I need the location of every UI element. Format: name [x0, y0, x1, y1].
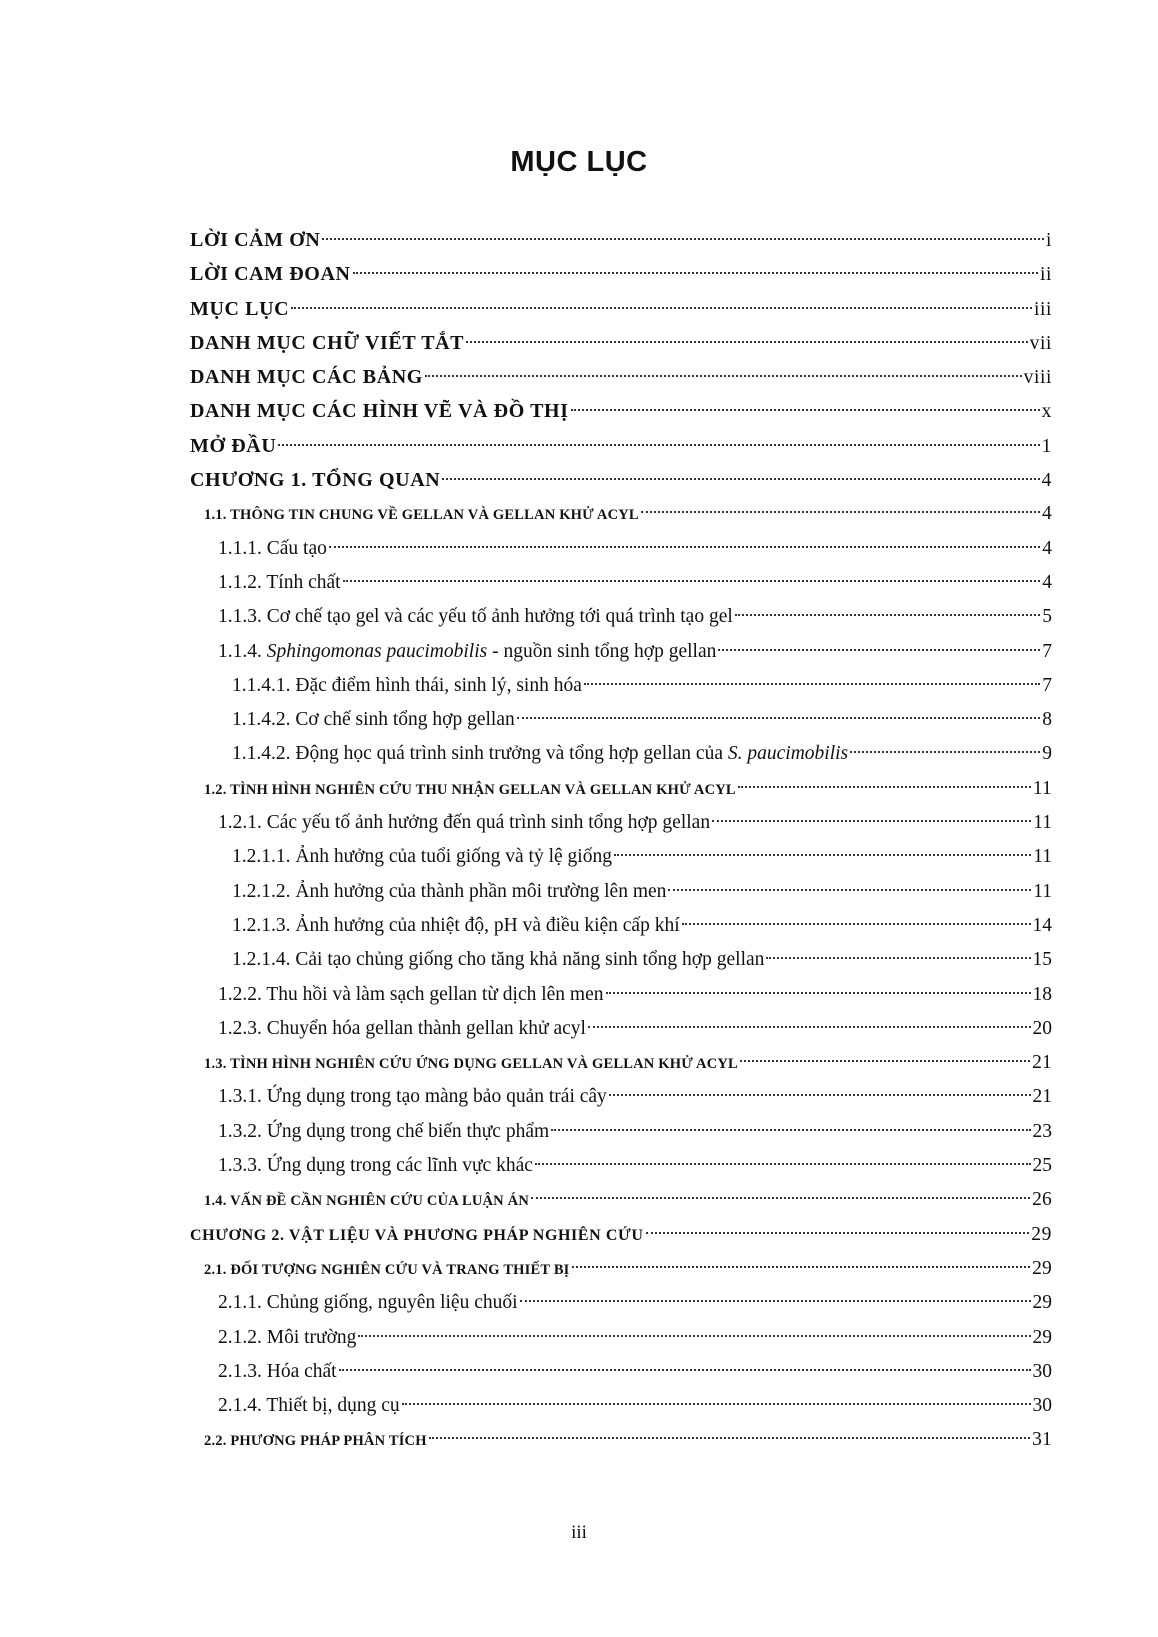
toc-entry-label: 2.1.4. Thiết bị, dụng cụ — [218, 1395, 400, 1417]
toc-entry-label: 1.2.2. Thu hồi và làm sạch gellan từ dịch lên men — [218, 983, 604, 1005]
toc-entry-label: DANH MỤC CÁC HÌNH VẼ VÀ ĐỒ THỊ — [190, 400, 569, 423]
toc-entry-label: 1.1.4.1. Đặc điểm hình thái, sinh lý, sinh hóa — [232, 674, 582, 696]
toc-entry[interactable] — [190, 360, 1052, 394]
toc-entry-label: 1.3. TÌNH HÌNH NGHIÊN CỨU ỨNG DỤNG GELLAN VÀ GELLAN KHỬ ACYL — [204, 1056, 738, 1073]
toc-entry[interactable] — [190, 394, 1052, 428]
toc-entry-label: 1.3.2. Ứng dụng trong chế biến thực phẩm — [218, 1120, 550, 1142]
toc-entry-page: 23 — [1032, 1120, 1052, 1142]
toc-entry[interactable] — [190, 566, 1052, 600]
dot-leader — [740, 1060, 1030, 1062]
dot-leader — [614, 854, 1031, 856]
toc-entry[interactable] — [190, 909, 1052, 943]
dot-leader — [718, 649, 1040, 651]
toc-entry-page: 15 — [1032, 949, 1052, 971]
dot-leader — [329, 546, 1040, 548]
toc-entry[interactable] — [190, 1183, 1052, 1217]
dot-leader — [322, 238, 1044, 240]
toc-entry-page: 29 — [1032, 1292, 1052, 1314]
toc-entry[interactable] — [190, 1355, 1052, 1389]
dot-leader — [735, 614, 1040, 616]
dot-leader — [551, 1129, 1030, 1131]
dot-leader — [572, 1266, 1031, 1268]
toc-entry[interactable] — [190, 1252, 1052, 1286]
page-number: iii — [571, 1522, 587, 1543]
toc-entry-label: 2.1.1. Chủng giống, nguyên liệu chuối — [218, 1292, 518, 1314]
dot-leader — [609, 1094, 1031, 1096]
toc-entry-label: 1.2.1.4. Cải tạo chủng giống cho tăng khả năng sinh tổng hợp gellan — [232, 949, 765, 971]
toc-entry-label: 1.2.1. Các yếu tố ảnh hưởng đến quá trình sinh tổng hợp gellan — [218, 812, 711, 834]
dot-leader — [588, 1026, 1031, 1028]
toc-entry-page: 5 — [1042, 606, 1052, 628]
toc-entry-label-prefix: 1.1.4.2. Động học quá trình sinh trưởng và tổng hợp gellan của — [232, 743, 728, 765]
toc-entry[interactable] — [190, 1286, 1052, 1320]
toc-entry-page: 25 — [1032, 1155, 1052, 1177]
dot-leader — [402, 1403, 1031, 1405]
toc-entry-label: 1.2. TÌNH HÌNH NGHIÊN CỨU THU NHẬN GELLAN VÀ GELLAN KHỬ ACYL — [204, 781, 736, 798]
toc-entry-page: 14 — [1032, 914, 1052, 936]
toc-entry-page: viii — [1023, 367, 1052, 389]
toc-entry[interactable] — [190, 635, 1052, 669]
toc-entry-label: 1.3.3. Ứng dụng trong các lĩnh vực khác — [218, 1155, 533, 1177]
toc-entry-label: MỞ ĐẦU — [190, 434, 277, 457]
toc-entry[interactable] — [190, 1046, 1052, 1080]
toc-entry-page: 11 — [1033, 812, 1052, 834]
toc-entry-page: i — [1045, 230, 1052, 251]
dot-leader — [353, 272, 1038, 274]
toc-entry[interactable] — [190, 978, 1052, 1012]
toc-entry-page: 9 — [1042, 743, 1052, 765]
dot-leader — [535, 1163, 1031, 1165]
toc-entry[interactable] — [190, 497, 1052, 531]
toc-entry-label: 2.1.3. Hóa chất — [218, 1360, 337, 1382]
toc-entry-label: 2.1.2. Môi trường — [218, 1326, 357, 1348]
toc-entry-page: 4 — [1042, 571, 1052, 593]
toc-entry-page: 30 — [1032, 1360, 1052, 1382]
toc-entry[interactable] — [190, 532, 1052, 566]
toc-entry-label: 1.1.1. Cấu tạo — [218, 537, 327, 559]
toc-entry-label: 2.1. ĐỐI TƯỢNG NGHIÊN CỨU VÀ TRANG THIẾT BỊ — [204, 1261, 570, 1278]
toc-entry-label: CHƯƠNG 1. TỔNG QUAN — [190, 469, 441, 492]
toc-entry[interactable] — [190, 1149, 1052, 1183]
toc-entry[interactable] — [190, 840, 1052, 874]
toc-entry-page: 18 — [1032, 983, 1052, 1005]
toc-entry-page: 4 — [1041, 470, 1052, 492]
toc-entry-page: 31 — [1032, 1429, 1052, 1451]
toc-entry-page: 29 — [1032, 1257, 1052, 1279]
toc-entry-page: 29 — [1032, 1326, 1052, 1348]
toc-entry-label: 1.2.1.3. Ảnh hưởng của nhiệt độ, pH và điều kiện cấp khí — [232, 914, 680, 936]
toc-entry-page: vii — [1029, 332, 1052, 354]
dot-leader — [442, 478, 1039, 480]
toc-entry-label — [218, 635, 716, 669]
dot-leader — [429, 1437, 1030, 1439]
toc-entry[interactable] — [190, 737, 1052, 771]
toc-entry[interactable] — [190, 1012, 1052, 1046]
dot-leader — [682, 923, 1031, 925]
toc-entry-label-italic: S. paucimobilis — [727, 743, 849, 765]
dot-leader — [339, 1369, 1031, 1371]
toc-entry[interactable] — [190, 772, 1052, 806]
toc-entry-label: CHƯƠNG 2. VẬT LIỆU VÀ PHƯƠNG PHÁP NGHIÊN CỨU — [190, 1226, 644, 1244]
toc-entry[interactable] — [190, 1389, 1052, 1423]
toc-entry-page: ii — [1039, 264, 1052, 286]
dot-leader — [584, 683, 1040, 685]
toc-entry-label: MỤC LỤC — [190, 297, 290, 320]
toc-entry-label-prefix: 1.1.4. — [218, 640, 267, 662]
toc-entry-label: 2.2. PHƯƠNG PHÁP PHÂN TÍCH — [204, 1433, 427, 1450]
dot-leader — [766, 957, 1030, 959]
toc-entry[interactable] — [190, 875, 1052, 909]
dot-leader — [343, 580, 1041, 582]
toc-entry[interactable] — [190, 703, 1052, 737]
toc-entry-page: 8 — [1042, 709, 1052, 731]
toc-entry[interactable] — [190, 292, 1052, 326]
toc-entry[interactable] — [190, 1423, 1052, 1457]
toc-entry[interactable] — [190, 223, 1052, 257]
toc-entry-page: 4 — [1042, 503, 1052, 525]
toc-entry[interactable] — [190, 326, 1052, 360]
toc-entry-label: 1.2.3. Chuyển hóa gellan thành gellan khử acyl — [218, 1017, 586, 1039]
toc-entry-label: DANH MỤC CHỮ VIẾT TẮT — [190, 331, 465, 354]
dot-leader — [531, 1197, 1030, 1199]
toc-entry-page: 20 — [1032, 1017, 1052, 1039]
toc-entry-label: DANH MỤC CÁC BẢNG — [190, 366, 423, 389]
toc-entry-page: 30 — [1032, 1395, 1052, 1417]
dot-leader — [425, 375, 1022, 377]
toc-entry-page: iii — [1033, 298, 1052, 320]
toc-entry-label-suffix: - nguồn sinh tổng hợp gellan — [487, 640, 717, 662]
toc-entry-page: 11 — [1033, 880, 1052, 902]
dot-leader — [358, 1335, 1030, 1337]
toc-entry-label: 1.1. THÔNG TIN CHUNG VỀ GELLAN VÀ GELLAN KHỬ ACYL — [204, 507, 639, 524]
toc-entry[interactable] — [190, 463, 1052, 497]
toc-entry[interactable] — [190, 1218, 1052, 1252]
toc-entry-label: 1.1.4.2. Cơ chế sinh tổng hợp gellan — [232, 709, 515, 731]
dot-leader — [278, 444, 1039, 446]
toc-entry-page: x — [1041, 401, 1052, 423]
dot-leader — [668, 889, 1031, 891]
toc-entry-page: 11 — [1033, 846, 1052, 868]
toc-entry-page: 11 — [1032, 777, 1052, 799]
toc-entry-label: 1.1.2. Tính chất — [218, 571, 341, 593]
toc-entry[interactable] — [190, 1321, 1052, 1355]
toc-entry-page: 1 — [1041, 435, 1052, 457]
dot-leader — [517, 717, 1040, 719]
toc-entry[interactable] — [190, 600, 1052, 634]
dot-leader — [850, 751, 1040, 753]
dot-leader — [520, 1300, 1031, 1302]
dot-leader — [606, 992, 1031, 994]
dot-leader — [738, 786, 1031, 788]
toc-entry-label: 1.3.1. Ứng dụng trong tạo màng bảo quản trái cây — [218, 1086, 607, 1108]
toc-entry-label: LỜI CẢM ƠN — [190, 229, 321, 251]
toc-entry-page: 7 — [1042, 640, 1052, 662]
toc-entry-page: 26 — [1032, 1189, 1052, 1211]
toc-entry-label — [232, 737, 848, 771]
table-of-contents — [190, 223, 1052, 1458]
toc-entry-label: 1.2.1.1. Ảnh hưởng của tuổi giống và tỷ lệ giống — [232, 846, 612, 868]
toc-entry[interactable] — [190, 257, 1052, 291]
toc-entry[interactable] — [190, 806, 1052, 840]
toc-entry[interactable] — [190, 669, 1052, 703]
dot-leader — [466, 341, 1027, 343]
toc-entry-page: 4 — [1042, 537, 1052, 559]
toc-entry-label: 1.1.3. Cơ chế tạo gel và các yếu tố ảnh hưởng tới quá trình tạo gel — [218, 606, 733, 628]
toc-entry[interactable] — [190, 1115, 1052, 1149]
dot-leader — [571, 409, 1040, 411]
toc-entry-page: 7 — [1042, 674, 1052, 696]
toc-entry-page: 21 — [1032, 1086, 1052, 1108]
toc-entry[interactable] — [190, 1080, 1052, 1114]
toc-entry-label: 1.4. VẤN ĐỀ CẦN NGHIÊN CỨU CỦA LUẬN ÁN — [204, 1193, 529, 1210]
dot-leader — [291, 307, 1032, 309]
toc-entry-label-italic: Sphingomonas paucimobilis — [266, 640, 488, 662]
dot-leader — [641, 511, 1040, 513]
toc-entry-label: LỜI CAM ĐOAN — [190, 263, 351, 286]
toc-entry[interactable] — [190, 429, 1052, 463]
toc-entry-page: 21 — [1032, 1052, 1052, 1074]
toc-entry-label: 1.2.1.2. Ảnh hưởng của thành phần môi trường lên men — [232, 880, 667, 902]
toc-entry-page: 29 — [1031, 1223, 1052, 1245]
dot-leader — [712, 820, 1031, 822]
page-title: MỤC LỤC — [510, 146, 648, 178]
toc-entry[interactable] — [190, 943, 1052, 977]
dot-leader — [646, 1232, 1030, 1234]
